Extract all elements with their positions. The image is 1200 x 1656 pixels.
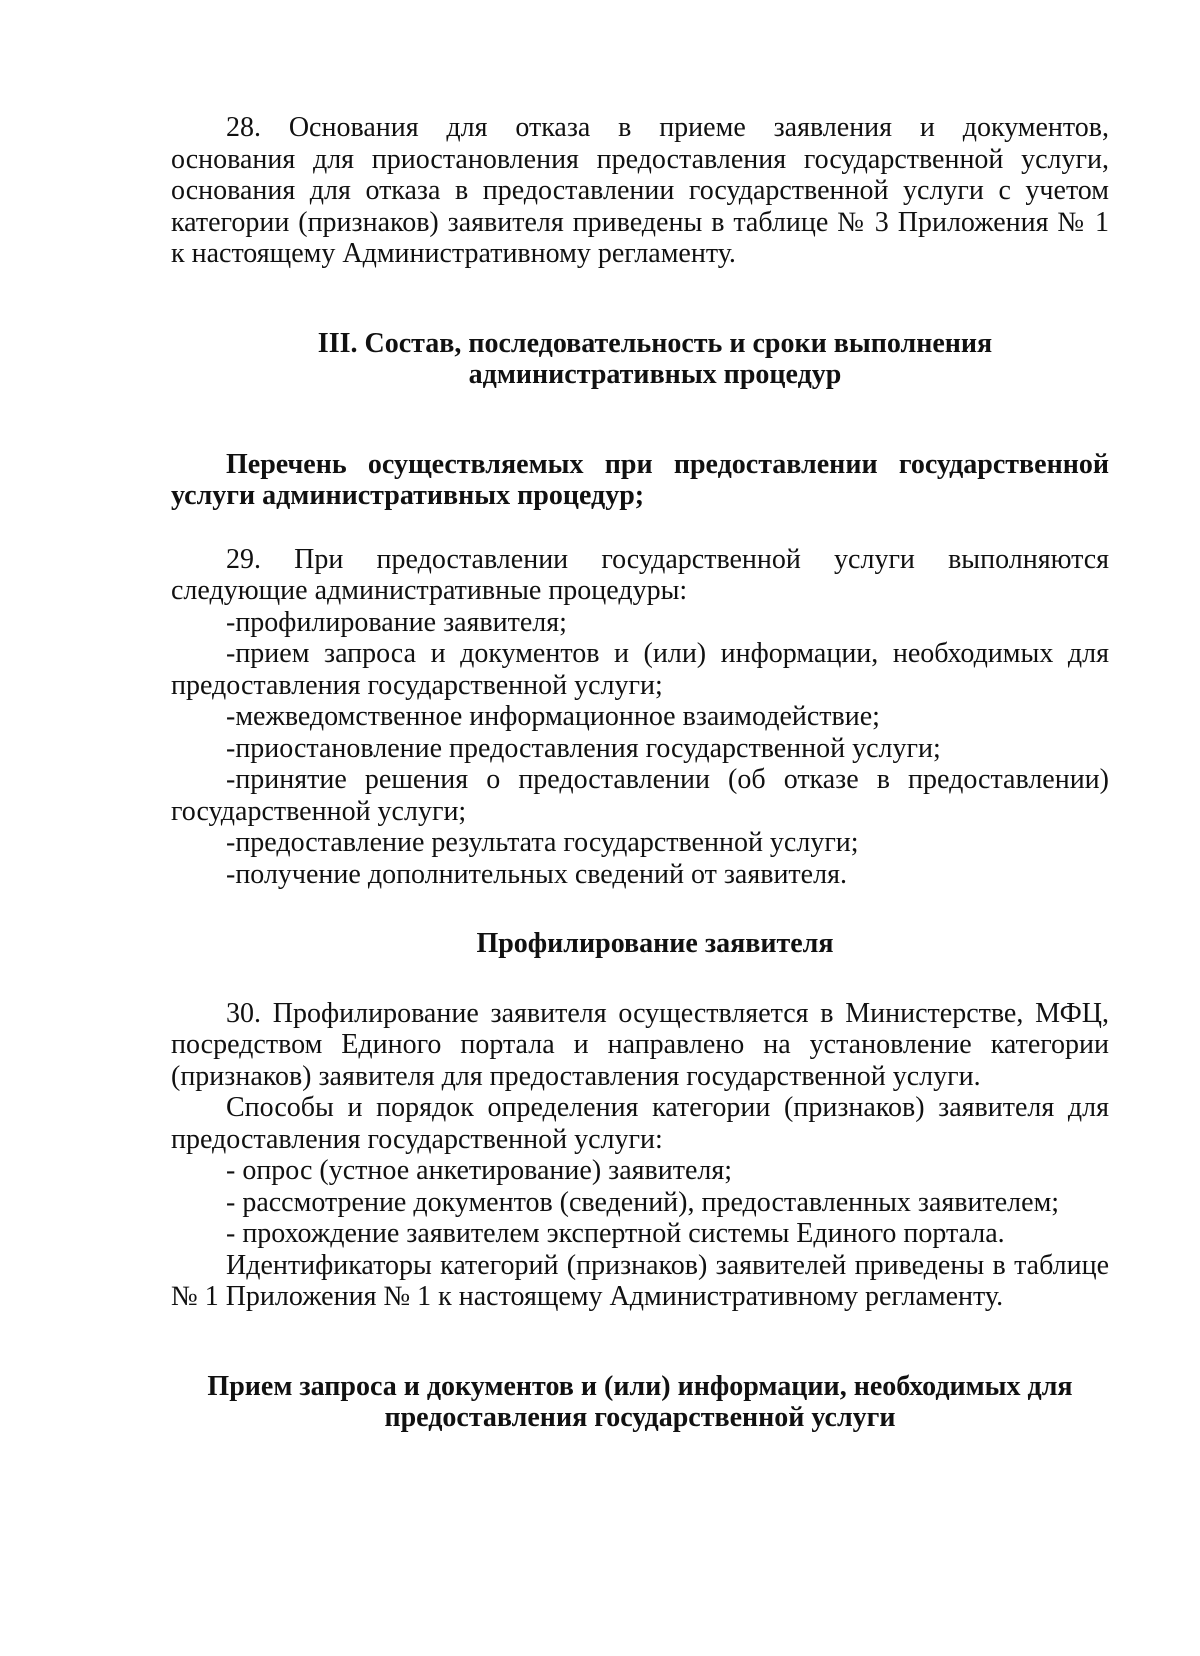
section-30-paragraph-2: Способы и порядок определения категории (признаков) заявителя для предоставления государственной услуги: <box>171 1092 1109 1155</box>
profiling-method-item: - рассмотрение документов (сведений), предоставленных заявителем; <box>226 1186 1060 1218</box>
section-29-line-2: следующие административные процедуры: <box>171 575 688 606</box>
section-30-paragraph-1: 30. Профилирование заявителя осуществляется в Министерстве, МФЦ, посредством Единого портала и направлено на установление категории (признаков) заявителя для предоставления государственной услуги. <box>171 997 1109 1092</box>
procedure-item: -получение дополнительных сведений от заявителя. <box>226 858 847 890</box>
procedures-list-heading-line-1: Перечень осуществляемых при предоставлении государственной <box>226 448 1109 480</box>
chapter-3-title-line-1: III. Состав, последовательность и сроки выполнения <box>317 327 993 359</box>
procedure-item: -предоставление результата государственной услуги; <box>226 827 859 858</box>
reception-heading <box>171 1371 1109 1434</box>
section-28-line-5: к настоящему Административному регламенту. <box>171 238 736 269</box>
document-page <box>171 112 1109 1434</box>
procedure-item: -принятие решения о предоставлении (об отказе в предоставлении) государственной услуги; <box>171 764 1109 827</box>
section-30-paragraph-3: Идентификаторы категорий (признаков) заявителей приведены в таблице № 1 Приложения № 1 к настоящему Административному регламенту. <box>171 1249 1109 1312</box>
profiling-heading: Профилирование заявителя <box>476 928 834 959</box>
section-30 <box>171 998 1109 1313</box>
profiling-method-item: - опрос (устное анкетирование) заявителя; <box>226 1155 733 1186</box>
profiling-method-item: - прохождение заявителем экспертной системы Единого портала. <box>226 1218 1005 1249</box>
section-28-line-1: 28. Основания для отказа в приеме заявления и документов, <box>226 112 1109 143</box>
procedure-item: -прием запроса и документов и (или) информации, необходимых для предоставления государственной услуги; <box>171 638 1109 701</box>
procedures-list-heading-line-2: услуги административных процедур; <box>171 480 645 511</box>
section-28-line-4: категории (признаков) заявителя приведены в таблице № 3 Приложения № 1 <box>171 206 1109 238</box>
chapter-3-title <box>171 328 1109 391</box>
procedures-list-heading <box>171 449 1109 512</box>
section-28-line-2: основания для приостановления предоставления государственной услуги, <box>171 143 1109 175</box>
chapter-3-title-line-2: административных процедур <box>468 359 842 390</box>
procedure-item: -межведомственное информационное взаимодействие; <box>226 701 880 732</box>
reception-heading-line-2: предоставления государственной услуги <box>384 1402 896 1433</box>
reception-heading-line-1: Прием запроса и документов и (или) информации, необходимых для <box>207 1370 1073 1402</box>
section-29 <box>171 544 1109 891</box>
procedure-item: -профилирование заявителя; <box>226 606 567 638</box>
procedure-item: -приостановление предоставления государственной услуги; <box>226 732 941 764</box>
section-29-line-1: 29. При предоставлении государственной услуги выполняются <box>226 543 1109 575</box>
section-28 <box>171 112 1109 270</box>
section-28-line-3: основания для отказа в предоставлении государственной услуги с учетом <box>171 175 1109 206</box>
